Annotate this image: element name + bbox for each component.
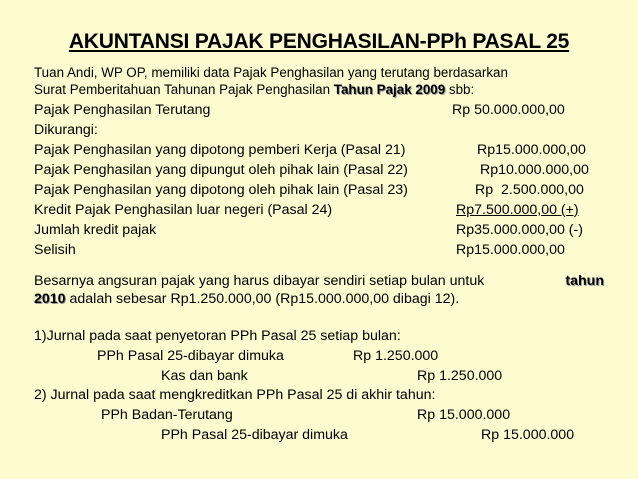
intro-tax-year: Tahun Pajak 2009 (333, 82, 446, 97)
slide-title: AKUNTANSI PAJAK PENGHASILAN-PPh PASAL 25 (68, 30, 570, 53)
journal-2-credit-account: PPh Pasal 25-dibayar dimuka (161, 427, 348, 443)
journal-2-debit-account: PPh Badan-Terutang (101, 407, 233, 423)
installment-line-1 (34, 272, 604, 290)
installment-line-2 (34, 290, 459, 308)
journal-2-heading: 2) Jurnal pada saat mengkreditkan PPh Pasal 25 di akhir tahun: (34, 387, 436, 403)
row-label: Selisih (34, 242, 76, 258)
journal-2-debit-amount: Rp 15.000.000 (417, 407, 511, 423)
row-label: Pajak Penghasilan yang dipungut oleh pihak lain (Pasal 22) (34, 162, 408, 178)
journal-1-debit-amount: Rp 1.250.000 (353, 348, 439, 364)
row-amount: Rp 50.000.000,00 (452, 102, 565, 118)
installment-year-word: tahun (565, 273, 604, 289)
journal-1-debit-account: PPh Pasal 25-dibayar dimuka (97, 348, 284, 364)
intro-line-2-text: Surat Pemberitahuan Tahunan Pajak Penghasilan (34, 82, 334, 97)
journal-1-credit-amount: Rp 1.250.000 (417, 368, 503, 384)
row-label: Pajak Penghasilan Terutang (34, 102, 211, 118)
installment-text-end: adalah sebesar Rp1.250.000,00 (Rp15.000.000,00 dibagi 12). (65, 291, 460, 307)
row-amount: Rp35.000.000,00 (-) (456, 222, 583, 238)
row-label: Jumlah kredit pajak (34, 222, 157, 238)
intro-line-2-end: sbb: (445, 82, 475, 97)
row-label: Kredit Pajak Penghasilan luar negeri (Pasal 24) (34, 202, 333, 218)
installment-text: Besarnya angsuran pajak yang harus dibayar sendiri setiap bulan untuk (34, 273, 485, 289)
row-amount: Rp15.000.000,00 (477, 142, 586, 158)
row-amount: Rp 2.500.000,00 (475, 182, 584, 198)
installment-year: 2010 (34, 291, 66, 307)
intro-line-1: Tuan Andi, WP OP, memiliki data Pajak Penghasilan yang terutang berdasarkan (34, 65, 508, 80)
journal-1-credit-account: Kas dan bank (161, 368, 248, 384)
row-label: Dikurangi: (34, 122, 98, 138)
row-amount: Rp15.000.000,00 (456, 242, 565, 258)
row-amount: Rp7.500.000,00 (+) (456, 202, 579, 218)
row-label: Pajak Penghasilan yang dipotong oleh pihak lain (Pasal 23) (34, 182, 408, 198)
row-amount: Rp10.000.000,00 (480, 162, 589, 178)
journal-2-credit-amount: Rp 15.000.000 (481, 427, 575, 443)
row-label: Pajak Penghasilan yang dipotong pemberi Kerja (Pasal 21) (34, 142, 406, 158)
intro-line-2 (34, 81, 474, 99)
journal-1-heading: 1)Jurnal pada saat penyetoran PPh Pasal 25 setiap bulan: (34, 328, 401, 344)
